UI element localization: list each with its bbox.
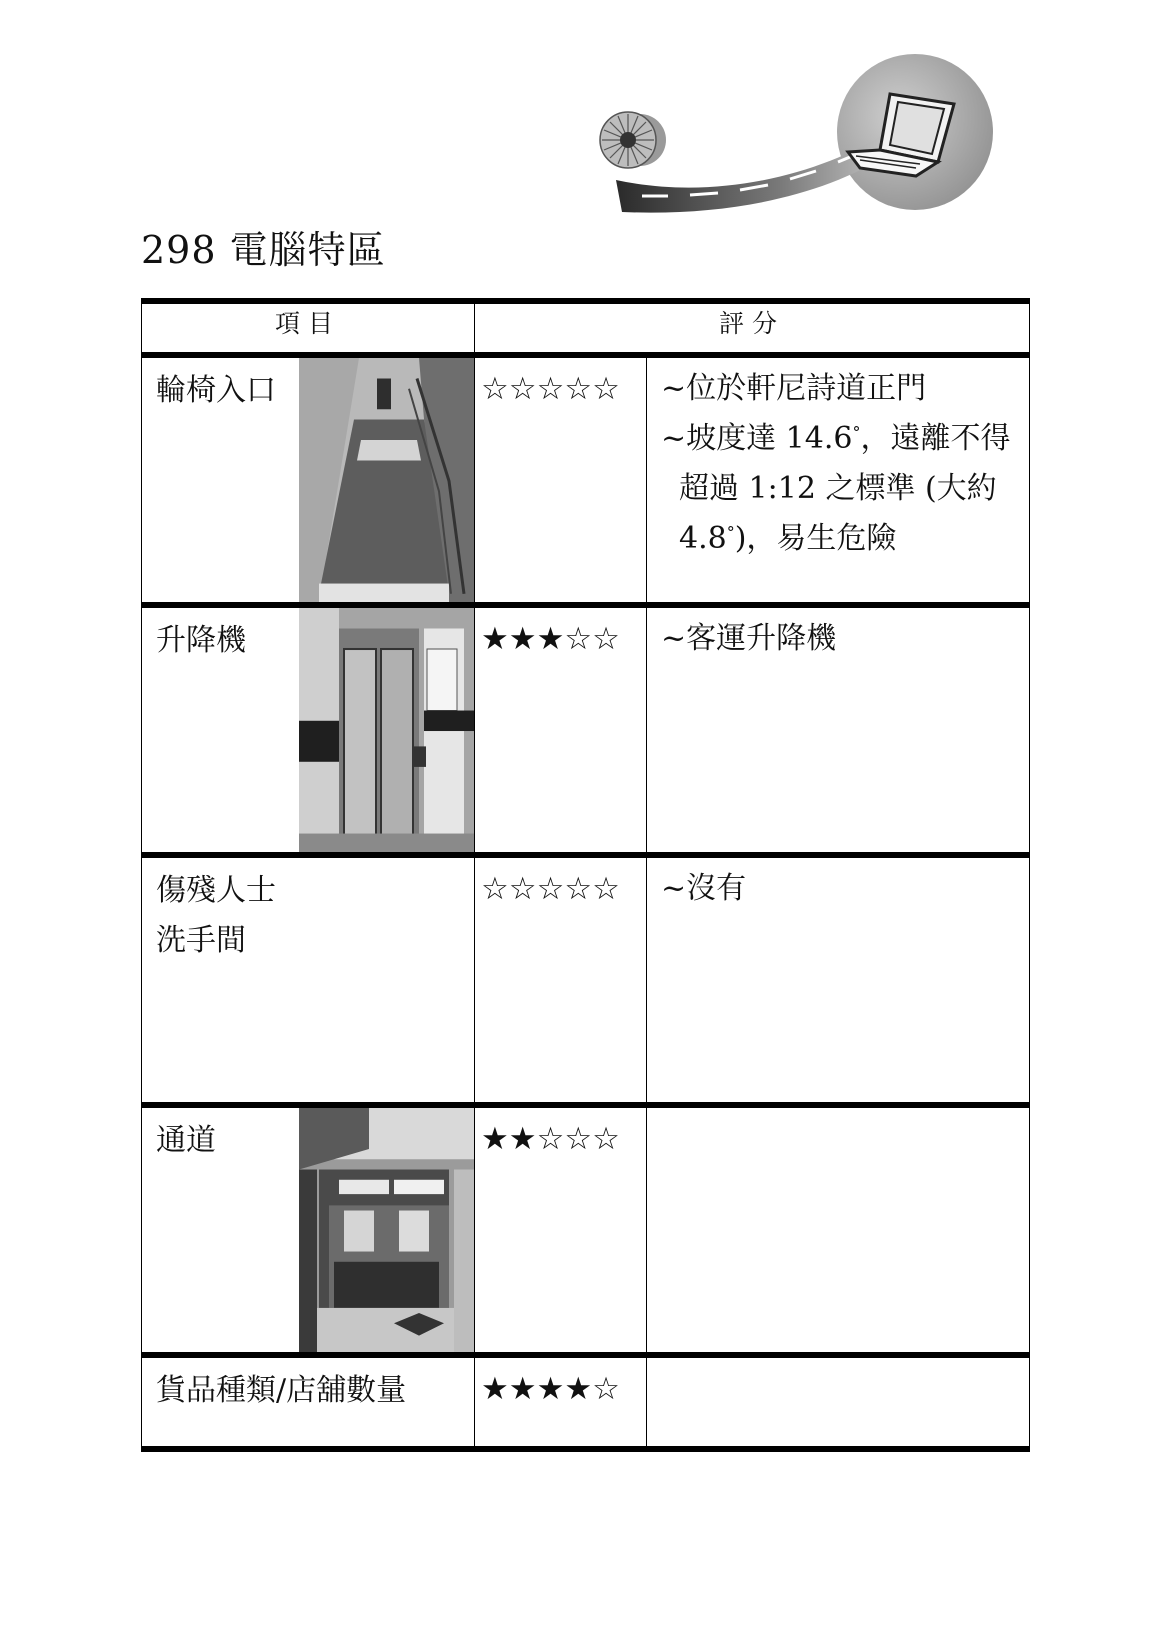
notes-cell (647, 605, 1030, 855)
degree-sign: ° (852, 423, 861, 442)
note-text: 4.8 (679, 521, 727, 556)
item-cell (142, 1105, 475, 1355)
note-line: ~客運升降機 (661, 621, 837, 656)
lift-photo (299, 608, 474, 852)
wheelchair-ramp-photo (299, 358, 474, 602)
note-line: ~位於軒尼詩道正門 (661, 371, 927, 406)
item-cell (142, 355, 475, 605)
item-label: 輪椅入口 (156, 373, 276, 408)
item-cell (142, 855, 475, 1105)
note-text: ~坡度達 14.6 (661, 421, 853, 456)
item-cell (142, 1355, 475, 1449)
table-header-row (142, 301, 1030, 355)
note-line: 超過 1:12 之標準 (大約 (679, 471, 997, 506)
degree-sign: ° (726, 523, 735, 542)
star-rating: ★★★☆☆ (475, 605, 647, 855)
notes-cell (647, 1105, 1030, 1355)
table-row (142, 1355, 1030, 1449)
header-rating: 評分 (475, 301, 1030, 355)
star-rating: ☆☆☆☆☆ (475, 855, 647, 1105)
header-item: 項目 (142, 301, 475, 355)
star-rating: ★★★★☆ (475, 1355, 647, 1449)
star-rating: ☆☆☆☆☆ (475, 355, 647, 605)
notes-cell (647, 355, 1030, 605)
note-line (661, 414, 1029, 464)
item-label: 升降機 (156, 623, 246, 658)
item-label: 通道 (156, 1123, 216, 1158)
note-text: ，遠離不得 (860, 421, 1011, 456)
corridor-photo (299, 1108, 474, 1352)
note-line (661, 514, 1029, 564)
star-rating: ★★☆☆☆ (475, 1105, 647, 1355)
item-label (156, 866, 276, 966)
note-line: ~沒有 (661, 871, 747, 906)
table-row (142, 855, 1030, 1105)
rating-table (141, 298, 1030, 1452)
table-row (142, 605, 1030, 855)
page-title: 298 電腦特區 (141, 228, 386, 272)
item-label-line: 傷殘人士 (156, 873, 276, 908)
item-label-line: 洗手間 (156, 923, 246, 958)
laptop-road-logo-icon (598, 52, 1008, 222)
table-row (142, 355, 1030, 605)
notes-cell (647, 855, 1030, 1105)
notes-cell (647, 1355, 1030, 1449)
table-row (142, 1105, 1030, 1355)
item-cell (142, 605, 475, 855)
header-logo (598, 52, 1008, 222)
item-label: 貨品種類/店舖數量 (156, 1373, 407, 1408)
note-text: )，易生危險 (734, 521, 897, 556)
